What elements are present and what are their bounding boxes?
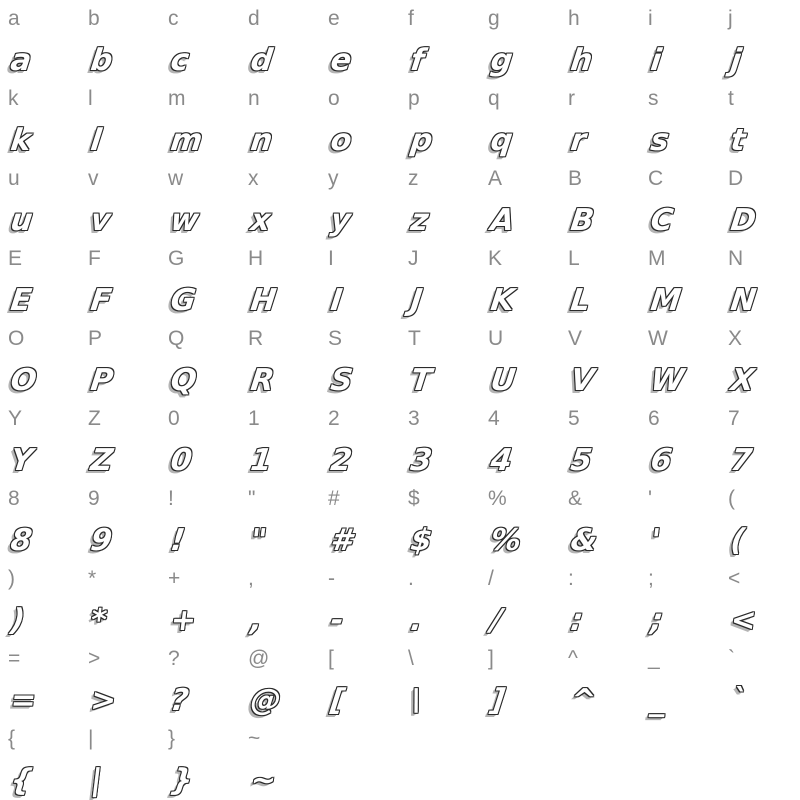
char-glyph: N [728, 283, 760, 318]
char-label: > [88, 647, 101, 670]
char-cell [560, 320, 640, 400]
char-cell [240, 0, 320, 80]
char-glyph: 7 [728, 443, 755, 478]
char-glyph: h [568, 43, 596, 78]
char-glyph: t [728, 123, 749, 158]
char-glyph: > [88, 683, 120, 718]
char-label: o [328, 87, 340, 110]
char-label: 7 [728, 407, 740, 430]
char-glyph: u [8, 203, 36, 238]
char-label: q [488, 87, 500, 110]
char-cell [560, 160, 640, 240]
char-glyph: & [568, 523, 601, 558]
char-label: 5 [568, 407, 580, 430]
char-label: D [728, 167, 744, 190]
char-label: , [248, 567, 254, 590]
char-label: Q [168, 327, 185, 350]
char-label: 4 [488, 407, 500, 430]
char-label: / [488, 567, 494, 590]
char-glyph: ~ [248, 763, 280, 798]
char-glyph: H [248, 283, 280, 318]
char-glyph: ^ [568, 683, 600, 718]
char-glyph: d [248, 43, 276, 78]
char-label: k [8, 87, 19, 110]
char-glyph: T [408, 363, 435, 398]
char-label: Z [88, 407, 101, 430]
char-cell [400, 560, 480, 640]
char-cell [0, 320, 80, 400]
char-label: R [248, 327, 264, 350]
char-cell [80, 0, 160, 80]
char-glyph: ( [728, 523, 748, 558]
char-cell [0, 400, 80, 480]
char-glyph: K [488, 283, 518, 318]
char-label: x [248, 167, 259, 190]
char-label: s [648, 87, 659, 110]
char-cell [80, 400, 160, 480]
char-label: e [328, 7, 340, 30]
char-cell [320, 560, 400, 640]
char-glyph: P [88, 363, 117, 398]
char-label: y [328, 167, 339, 190]
char-label: [ [328, 647, 334, 670]
char-label: I [328, 247, 334, 270]
char-label: & [568, 487, 583, 510]
char-glyph: A [488, 203, 518, 238]
char-cell [640, 400, 720, 480]
char-cell [720, 400, 800, 480]
char-label: M [648, 247, 666, 270]
char-glyph: I [328, 283, 346, 318]
char-cell [480, 0, 560, 80]
char-label: ) [8, 567, 15, 590]
char-cell [80, 80, 160, 160]
char-cell [400, 160, 480, 240]
char-cell [80, 640, 160, 720]
char-glyph: V [568, 363, 598, 398]
char-glyph: E [8, 283, 35, 318]
char-glyph: Q [168, 363, 200, 398]
char-cell [160, 0, 240, 80]
char-cell [720, 320, 800, 400]
char-glyph: ? [168, 683, 192, 718]
char-cell [160, 320, 240, 400]
char-glyph: + [168, 603, 200, 638]
char-cell [720, 560, 800, 640]
char-label: : [568, 567, 574, 590]
char-cell [400, 320, 480, 400]
char-glyph: ] [488, 683, 508, 718]
char-glyph: f [408, 43, 428, 78]
char-label: d [248, 7, 260, 30]
char-label: 3 [408, 407, 420, 430]
char-cell [0, 160, 80, 240]
char-glyph: ) [8, 603, 28, 638]
char-label: 9 [88, 487, 100, 510]
char-glyph: 0 [168, 443, 195, 478]
char-cell [720, 480, 800, 560]
char-glyph: S [328, 363, 356, 398]
char-cell [400, 400, 480, 480]
char-label: _ [648, 647, 660, 670]
char-glyph: } [168, 763, 196, 798]
char-label: l [88, 87, 93, 110]
char-label: 1 [248, 407, 260, 430]
char-cell [400, 80, 480, 160]
char-cell [80, 320, 160, 400]
char-label: g [488, 7, 500, 30]
char-cell [0, 240, 80, 320]
char-label: " [248, 487, 256, 510]
char-glyph: w [168, 203, 202, 238]
char-glyph: = [8, 683, 40, 718]
char-cell [400, 240, 480, 320]
char-glyph: F [88, 283, 115, 318]
char-cell [160, 720, 240, 800]
char-cell [320, 240, 400, 320]
char-label: ' [648, 487, 653, 510]
char-cell [720, 0, 800, 80]
char-glyph: r [568, 123, 589, 158]
char-label: $ [408, 487, 420, 510]
char-cell [240, 560, 320, 640]
char-glyph: , [248, 603, 266, 638]
char-glyph: L [568, 283, 594, 318]
char-glyph: W [648, 363, 688, 398]
char-cell [640, 320, 720, 400]
char-label: 6 [648, 407, 660, 430]
char-glyph: 2 [328, 443, 355, 478]
char-label: H [248, 247, 264, 270]
char-cell [640, 80, 720, 160]
char-label: r [568, 87, 575, 110]
char-cell [320, 0, 400, 80]
char-label: J [408, 247, 419, 270]
char-glyph: s [648, 123, 672, 158]
char-label: 0 [168, 407, 180, 430]
char-glyph: / [488, 603, 506, 638]
char-cell [320, 640, 400, 720]
char-label: % [488, 487, 507, 510]
char-label: - [328, 567, 335, 590]
char-cell [560, 0, 640, 80]
char-glyph: C [648, 203, 677, 238]
char-cell [400, 640, 480, 720]
char-label: E [8, 247, 23, 270]
char-label: b [88, 7, 100, 30]
char-label: K [488, 247, 503, 270]
char-label: z [408, 167, 419, 190]
char-label: w [168, 167, 184, 190]
char-cell [480, 480, 560, 560]
char-glyph: \ [408, 683, 426, 718]
char-glyph: j [728, 43, 745, 78]
char-label: . [408, 567, 414, 590]
char-cell [240, 640, 320, 720]
char-cell [560, 560, 640, 640]
char-cell [240, 320, 320, 400]
char-glyph: g [488, 43, 516, 78]
char-glyph: . [408, 603, 426, 638]
char-label: N [728, 247, 744, 270]
char-label: n [248, 87, 260, 110]
char-label: | [88, 727, 94, 750]
char-label: c [168, 7, 179, 30]
char-cell [240, 720, 320, 800]
char-glyph: % [488, 523, 525, 558]
char-glyph: - [328, 603, 347, 638]
char-label: F [88, 247, 101, 270]
char-label: ] [488, 647, 494, 670]
char-cell [80, 160, 160, 240]
char-label: 8 [8, 487, 20, 510]
char-cell [240, 80, 320, 160]
char-glyph: k [8, 123, 34, 158]
char-glyph: G [168, 283, 199, 318]
char-label: ` [728, 647, 735, 670]
char-glyph: M [648, 283, 684, 318]
char-cell [160, 560, 240, 640]
char-cell [0, 480, 80, 560]
char-glyph: a [8, 43, 35, 78]
char-glyph: c [168, 43, 192, 78]
char-glyph: B [568, 203, 597, 238]
char-label: v [88, 167, 99, 190]
char-cell [320, 480, 400, 560]
char-glyph: { [8, 763, 36, 798]
char-glyph: 1 [248, 443, 275, 478]
char-label: j [728, 7, 733, 30]
char-cell [160, 160, 240, 240]
char-glyph: _ [648, 683, 670, 718]
char-cell [400, 480, 480, 560]
char-label: f [408, 7, 414, 30]
char-label: ( [728, 487, 735, 510]
char-label: u [8, 167, 20, 190]
char-cell [720, 80, 800, 160]
char-glyph: : [568, 603, 587, 638]
char-glyph: q [488, 123, 516, 158]
char-glyph: < [728, 603, 760, 638]
char-cell [0, 0, 80, 80]
char-glyph: D [728, 203, 759, 238]
char-label: a [8, 7, 20, 30]
char-glyph: J [408, 283, 426, 318]
char-cell [320, 80, 400, 160]
char-cell [320, 400, 400, 480]
char-glyph: X [728, 363, 758, 398]
char-cell [560, 400, 640, 480]
char-glyph: 9 [88, 523, 115, 558]
char-label: = [8, 647, 21, 670]
char-label: B [568, 167, 583, 190]
char-label: ~ [248, 727, 261, 750]
char-glyph: z [408, 203, 432, 238]
char-glyph: v [88, 203, 114, 238]
char-cell [720, 640, 800, 720]
char-cell [0, 80, 80, 160]
char-glyph: O [8, 363, 40, 398]
char-cell [0, 640, 80, 720]
char-cell [480, 640, 560, 720]
char-glyph: ` [728, 683, 750, 718]
char-cell [480, 160, 560, 240]
char-glyph: 5 [568, 443, 595, 478]
char-cell [80, 240, 160, 320]
char-label: < [728, 567, 741, 590]
char-label: G [168, 247, 185, 270]
char-label: i [648, 7, 653, 30]
char-label: p [408, 87, 420, 110]
char-label: P [88, 327, 103, 350]
char-glyph: m [168, 123, 206, 158]
char-cell [720, 240, 800, 320]
char-cell [640, 480, 720, 560]
char-glyph: x [248, 203, 274, 238]
char-cell [80, 480, 160, 560]
char-glyph: e [328, 43, 355, 78]
char-glyph: 6 [648, 443, 675, 478]
char-label: @ [248, 647, 270, 670]
char-glyph: y [328, 203, 354, 238]
char-cell [640, 0, 720, 80]
char-label: { [8, 727, 16, 750]
char-label: } [168, 727, 176, 750]
char-glyph: * [88, 603, 110, 638]
char-glyph: 3 [408, 443, 435, 478]
char-label: ; [648, 567, 654, 590]
char-cell [560, 240, 640, 320]
char-glyph: U [488, 363, 519, 398]
char-glyph: " [248, 523, 270, 558]
char-label: U [488, 327, 504, 350]
char-label: 2 [328, 407, 340, 430]
char-cell [0, 720, 80, 800]
char-cell [640, 160, 720, 240]
char-cell [400, 0, 480, 80]
char-glyph: ' [648, 523, 664, 558]
char-label: S [328, 327, 343, 350]
char-cell [160, 480, 240, 560]
char-glyph: [ [328, 683, 348, 718]
char-glyph: 8 [8, 523, 35, 558]
char-cell [240, 400, 320, 480]
char-glyph: p [408, 123, 436, 158]
char-glyph: Y [8, 443, 36, 478]
char-cell [480, 240, 560, 320]
char-cell [320, 160, 400, 240]
char-label: L [568, 247, 580, 270]
char-cell [640, 240, 720, 320]
char-cell [640, 560, 720, 640]
char-cell [160, 240, 240, 320]
char-label: O [8, 327, 25, 350]
char-glyph: Z [88, 443, 116, 478]
char-cell [480, 560, 560, 640]
char-label: t [728, 87, 734, 110]
char-cell [720, 160, 800, 240]
char-glyph: l [88, 123, 105, 158]
char-cell [240, 160, 320, 240]
char-cell [560, 80, 640, 160]
char-cell [560, 480, 640, 560]
char-label: Y [8, 407, 23, 430]
char-glyph: b [88, 43, 116, 78]
char-cell [160, 80, 240, 160]
char-cell [80, 560, 160, 640]
char-glyph: n [248, 123, 276, 158]
char-label: V [568, 327, 583, 350]
char-label: A [488, 167, 503, 190]
char-cell [560, 640, 640, 720]
char-label: W [648, 327, 668, 350]
char-label: + [168, 567, 181, 590]
char-label: ^ [568, 647, 578, 670]
char-label: X [728, 327, 743, 350]
char-cell [80, 720, 160, 800]
char-label: ! [168, 487, 174, 510]
char-label: * [88, 567, 97, 590]
char-glyph: i [648, 43, 665, 78]
char-cell [240, 480, 320, 560]
char-label: h [568, 7, 580, 30]
char-label: # [328, 487, 340, 510]
char-glyph: | [88, 763, 106, 798]
char-glyph: R [248, 363, 278, 398]
char-cell [320, 320, 400, 400]
char-glyph: @ [248, 683, 285, 718]
char-cell [160, 640, 240, 720]
char-glyph: # [328, 523, 355, 558]
char-cell [480, 320, 560, 400]
char-glyph: ! [168, 523, 188, 558]
char-label: C [648, 167, 664, 190]
char-cell [640, 640, 720, 720]
char-label: \ [408, 647, 414, 670]
char-cell [480, 80, 560, 160]
char-label: ? [168, 647, 180, 670]
char-glyph: 4 [488, 443, 515, 478]
char-label: T [408, 327, 421, 350]
char-cell [480, 400, 560, 480]
char-glyph: o [328, 123, 355, 158]
char-cell [0, 560, 80, 640]
char-cell [160, 400, 240, 480]
char-label: m [168, 87, 186, 110]
char-glyph: $ [408, 523, 435, 558]
char-glyph: ; [648, 603, 667, 638]
char-cell [240, 240, 320, 320]
